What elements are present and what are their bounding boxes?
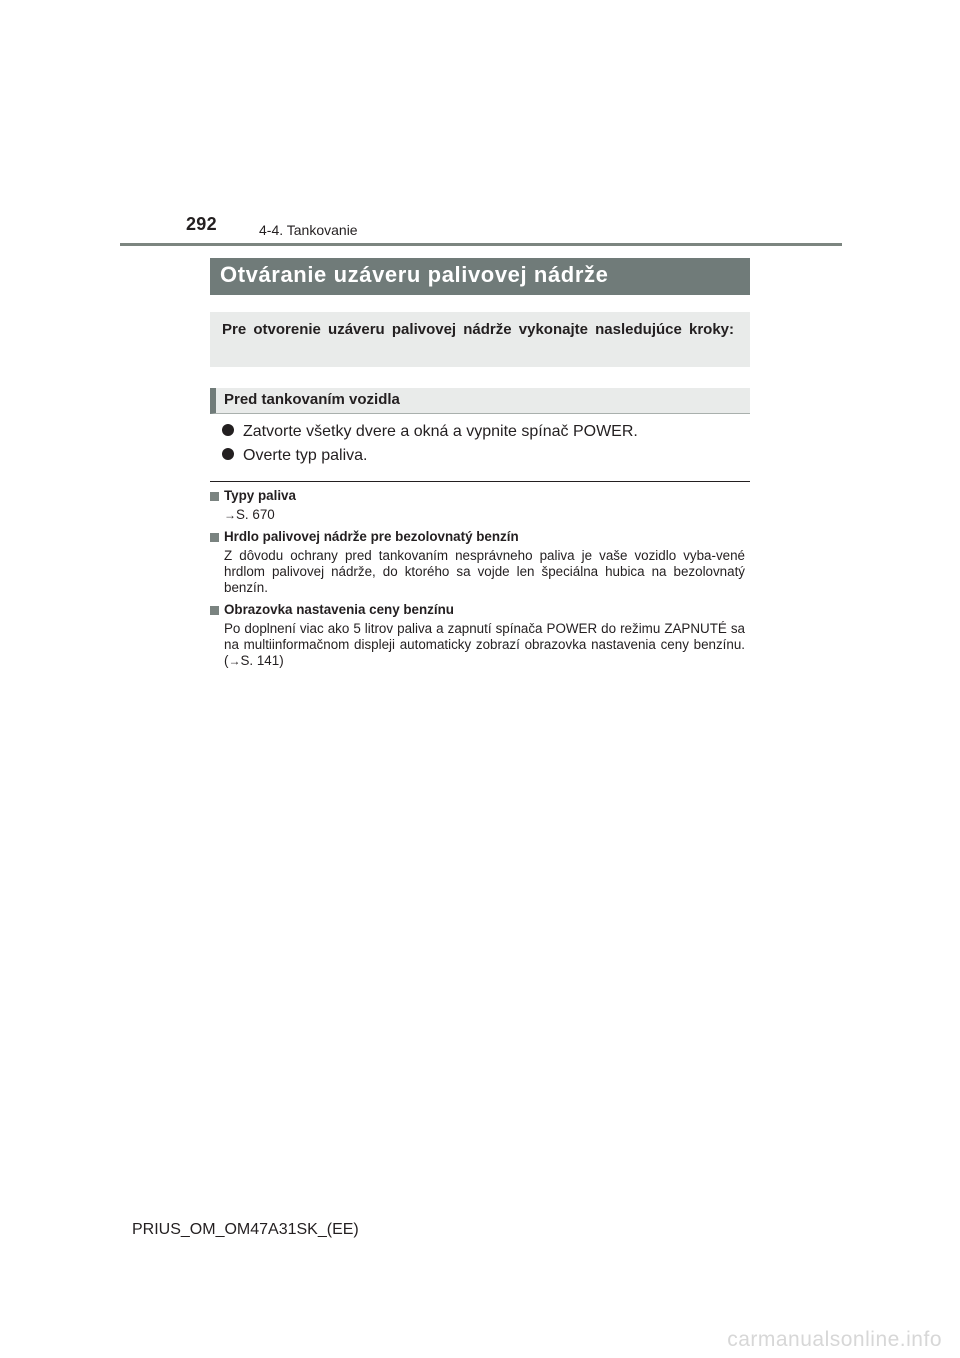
divider (210, 481, 750, 482)
page-title: Otváranie uzáveru palivovej nádrže (210, 258, 750, 295)
note-filler-neck (210, 529, 745, 596)
section-label: 4-4. Tankovanie (259, 222, 358, 238)
bullet-list (222, 420, 742, 468)
footer-document-code: PRIUS_OM_OM47A31SK_(EE) (132, 1221, 359, 1238)
note-body: Z dôvodu ochrany pred tankovaním nesprávneho paliva je vaše vozidlo vyba-vené hrdlom palivovej nádrže, do ktorého sa vojde len špeciálna hubica na bezolovnatý benzín. (224, 548, 745, 595)
watermark: carmanualsonline.info (727, 1328, 942, 1351)
note-heading-text: Obrazovka nastavenia ceny benzínu (224, 602, 454, 617)
page-number: 292 (186, 214, 217, 234)
square-bullet-icon (210, 606, 219, 615)
list-item (222, 420, 742, 443)
subheading: Pred tankovaním vozidla (210, 388, 750, 414)
note-heading (210, 488, 745, 504)
bullet-text: Overte typ paliva. (243, 447, 368, 464)
square-bullet-icon (210, 492, 219, 501)
paren-close: ) (279, 653, 284, 668)
bullet-text: Zatvorte všetky dvere a okná a vypnite spínač POWER. (243, 423, 638, 440)
arrow-icon: → (228, 654, 241, 668)
page-reference (224, 507, 745, 523)
page-reference-link[interactable]: S. 141 (240, 653, 280, 668)
note-fuel-price-screen (210, 602, 745, 669)
note-heading (210, 529, 745, 545)
note-body (224, 621, 745, 669)
list-item (222, 444, 742, 467)
bullet-icon (222, 448, 234, 460)
notes-section (210, 488, 745, 675)
bullet-icon (222, 424, 234, 436)
page-reference-link[interactable]: S. 670 (236, 507, 275, 522)
note-heading (210, 602, 745, 618)
note-body-text: Po doplnení viac ako 5 litrov paliva a zapnutí spínača POWER do režimu ZAPNUTÉ sa na multiinformačnom displeji automaticky zobrazí obrazovka nastavenia ceny benzínu. (224, 621, 745, 652)
arrow-icon: → (224, 508, 236, 522)
paren-open: ( (224, 653, 229, 668)
note-fuel-types (210, 488, 745, 523)
intro-text: Pre otvorenie uzáveru palivovej nádrže vykonajte nasledujúce kroky: (222, 321, 735, 338)
header-rule (120, 243, 842, 246)
square-bullet-icon (210, 533, 219, 542)
intro-box (210, 312, 750, 367)
note-heading-text: Typy paliva (224, 488, 296, 503)
note-heading-text: Hrdlo palivovej nádrže pre bezolovnatý benzín (224, 529, 519, 544)
